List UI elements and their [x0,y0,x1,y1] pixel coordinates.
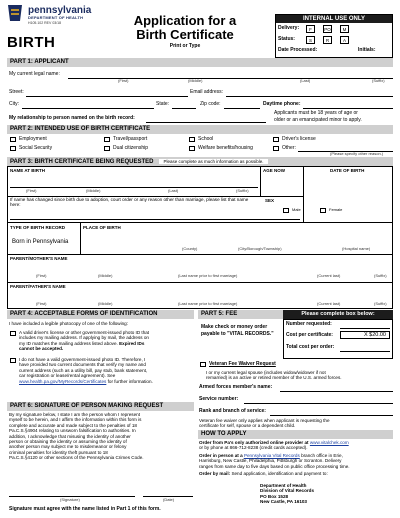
suffix-sub: (Suffix) [236,188,249,193]
grid-divider [260,166,261,196]
grid-divider [7,254,393,255]
middle-sub: (Middle) [86,188,101,193]
online-text: Order from Pa's only authorized online provider at [199,440,309,445]
dual-citizenship-checkbox[interactable] [104,146,110,151]
payable-2: payable to "VITAL RECORDS." [201,331,274,337]
statement-line: person or obtaining the identity or assuming the identity of [9,439,127,445]
waiver-note [199,418,330,429]
photo-id-line: A valid driver's license or other government-issued photo ID that [19,330,150,335]
date-processed-label: Date Processed: [278,47,318,53]
delivery-box-po[interactable]: PO [324,27,331,32]
statement-line: another person may subject me to misdemeanor or felony [9,444,127,450]
part1-heading: PART 1: APPLICANT [7,58,393,67]
female-label: Female [329,207,343,212]
address-line: Division of Vital Records [260,488,315,494]
part3-note: Please complete as much information as possible. [159,159,267,164]
zip-label: Zip code: [200,101,221,107]
armed-name-field[interactable] [280,391,393,392]
zip-field[interactable] [224,108,260,109]
school-checkbox[interactable] [189,137,195,142]
form-title-line1: Application for a [133,13,237,28]
in-person-text: ranges from same day to five days based on public office processing time. [199,463,350,469]
rank-branch-label: Rank and branch of service: [199,408,266,414]
dob-label: DATE OF BIRTH [330,168,365,173]
part3-heading [7,157,393,166]
rank-branch-field[interactable] [270,415,393,416]
father-name-label: PARENT/FATHER'S NAME [10,284,66,289]
county-sub: (County) [182,246,198,251]
brand-department: DEPARTMENT OF HEALTH [28,15,84,20]
city-label: City: [9,101,19,107]
veteran-waiver-title: Veteran Fee Waiver Request [209,361,276,367]
school-label: School [198,136,214,142]
name-change-field[interactable] [10,219,300,220]
first-sub: (First) [26,188,37,193]
status-label: Status: [278,36,295,42]
photo-id-line: my ID matches the mailing address listed above. [19,340,118,346]
internal-use-box [275,14,393,58]
travel-checkbox[interactable] [104,137,110,142]
email-label: Email address: [190,89,224,95]
statement-line: myself to be herein, and I affirm the information within this form is [9,417,142,423]
social-security-checkbox[interactable] [10,146,16,151]
mother-suffix-sub: (Suffix) [374,273,387,278]
state-field[interactable] [172,108,196,109]
email-field[interactable] [226,96,393,97]
father-first-sub: (First) [36,301,47,306]
female-checkbox[interactable] [320,208,326,213]
two-documents-text [19,357,193,384]
grid-divider [80,222,81,254]
address-line: New Castle, PA 16103 [260,499,307,505]
photo-id-text [19,330,193,352]
veteran-line: I or my current legal spouse (includes widow/widower if not [206,370,326,375]
cannot-accept-text: cannot be accepted. [19,346,64,352]
statement-line: complete and accurate and made subject to the penalties of 18 [9,422,137,428]
in-person-text: Order in person at a [199,452,243,458]
how-to-apply-text [199,440,393,476]
middle-sub: (Middle) [188,78,203,83]
vital-records-link[interactable]: Pennsylvania Vital Records [243,452,300,458]
part5-heading: PART 5: FEE [198,310,283,319]
type-record-label: TYPE OF BIRTH RECORD [10,225,66,230]
form-title [100,14,270,42]
cost-per-value: X $20.00 [340,331,390,339]
part4-heading: PART 4: ACCEPTABLE FORMS OF IDENTIFICATION [7,310,194,319]
mail-text: Order by mail: [199,471,231,477]
statement-line: Pa.C.S.§4120 or other sections of the Pennsylvania Crimes Code. [9,455,144,461]
mother-first-sub: (First) [36,273,47,278]
waiver-note-line: Veteran fee waiver only applies when applicant is requesting the [199,418,330,423]
grid-divider [7,222,393,223]
age-note-1: Applicants must be 18 years of age or [274,110,358,116]
veteran-line: remarried) is an active or retired member of the U.S. armed forces. [206,375,342,381]
number-requested-label: Number requested: [286,321,332,327]
waiver-note-line: certificate for self, spouse or a dependent child. [199,423,296,429]
delivery-box-f[interactable]: F [306,25,315,33]
dual-citizenship-label: Dual citizenship [113,145,149,151]
service-number-label: Service number: [199,396,239,402]
mailing-address [260,483,314,505]
other-checkbox[interactable] [273,146,279,151]
signature-sub: (Signature) [60,497,80,502]
veteran-waiver-checkbox[interactable] [200,362,206,367]
other-label: Other: [282,145,296,151]
status-box-a[interactable]: A [340,36,349,44]
signature-note: Signature must agree with the name listed in Part 1 of this form. [9,506,161,512]
brand-name: pennsylvania [28,5,92,16]
sex-label: SEX [265,198,275,203]
veteran-text [206,370,342,381]
delivery-box-m[interactable]: M [340,25,349,33]
male-checkbox[interactable] [283,208,289,213]
drivers-license-checkbox[interactable] [273,137,279,142]
grid-divider [7,282,393,283]
date-sub: (Date) [163,497,175,502]
father-current-sub: (Current last) [317,301,341,306]
street-label: Street: [9,89,24,95]
two-docs-line: current address (such as a utility bill, pay stub, bank statement, [19,367,148,373]
drivers-license-label: Driver's license [282,136,316,142]
last-sub: (Last) [300,78,311,83]
father-middle-sub: (Middle) [98,301,113,306]
how-to-apply-heading: HOW TO APPLY [198,430,393,439]
two-docs-line: have provided two current documents that verify my name and [19,362,146,368]
part6-heading: PART 6: SIGNATURE OF PERSON MAKING REQUEST [7,402,194,411]
employment-checkbox[interactable] [10,137,16,142]
payable-1: Make check or money order [201,324,268,330]
other-note: (Please specify other reason.) [330,151,384,156]
total-cost-label: Total cost per order: [286,344,335,350]
complete-box-title: Please complete box below: [283,310,393,319]
certificates-link[interactable]: www.health.pa.gov/MyRecords/Certificates [19,378,107,384]
legal-name-field[interactable] [68,78,393,79]
mother-current-sub: (Current last) [317,273,341,278]
birth-heading: BIRTH [7,34,56,51]
status-box-r[interactable]: R [323,36,332,44]
id-intro: I have included a legible photocopy of one of the following: [9,321,129,326]
form-code: H105.102 REV 03/18 [28,21,62,25]
vitalchek-link[interactable]: www.vitalchek.com [309,440,349,445]
mother-maiden-sub: (Last name prior to first marriage) [178,273,238,278]
two-docs-line: I do not have a valid government-issued photo ID. Therefore, I [19,357,146,362]
place-birth-label: PLACE OF BIRTH [83,225,121,230]
photo-id-line: includes my mailing address. If applying by mail, the address on [19,335,149,341]
in-person-text: branch office in Erie, [301,452,343,458]
in-person-text: Harrisburg, New Castle, Philadelphia, Pittsburgh or Scranton. Delivery [199,458,342,464]
grid-divider [303,166,304,222]
first-sub: (First) [118,78,129,83]
cost-per-label: Cost per certificate: [286,332,333,338]
suffix-sub: (Suffix) [372,78,385,83]
internal-use-title: INTERNAL USE ONLY [276,15,392,23]
phone-field[interactable] [303,108,393,109]
mail-text: Send application, identification and payment to: [231,471,328,477]
city-field[interactable] [22,108,154,109]
print-note: Print or Type [169,43,201,49]
mother-name-label: PARENT/MOTHER'S NAME [10,256,68,261]
type-record-value[interactable]: Born in Pennsylvania [12,239,69,245]
state-label: State: [156,101,170,107]
welfare-checkbox[interactable] [189,146,195,151]
travel-label: Travel/passport [113,136,148,142]
father-suffix-sub: (Suffix) [374,301,387,306]
father-maiden-sub: (Last name prior to first marriage) [178,301,238,306]
age-now-label: AGE NOW [263,168,285,173]
address-line: PO Box 1528 [260,493,289,499]
two-documents-checkbox[interactable] [10,358,16,363]
signature-statement [9,412,194,461]
social-security-label: Social Security [19,145,53,151]
mother-middle-sub: (Middle) [98,273,113,278]
statement-line: Pa.C.S.§4904 relating to unsworn falsification to authorities. In [9,428,136,434]
form-title-line2: Birth Certificate [136,27,234,42]
phone-label: Daytime phone: [263,101,301,107]
part3-heading-text: PART 3: BIRTH CERTIFICATE BEING REQUESTED [10,159,154,165]
delivery-label: Delivery: [278,25,300,31]
keystone-icon [6,4,24,22]
age-note-2: older or an emancipated minor to apply. [274,117,362,123]
street-field[interactable] [26,96,188,97]
expired-ids-text: Expired IDs [119,340,145,346]
total-cost-field[interactable] [340,351,390,352]
photo-id-checkbox[interactable] [10,331,16,336]
status-box-s[interactable]: S [306,36,315,44]
name-at-birth-label: NAME AT BIRTH [10,168,45,173]
statement-line: criminal penalties for identity theft pursuant to 18 [9,449,108,455]
statement-line: By my signature below, I state I am the person whom I represent [9,412,140,417]
two-docs-line: car registration or lease/rental agreement). See [19,373,116,379]
initials-label: Initials: [358,47,376,53]
pa-health-logo [6,4,94,26]
name-change-text: If name has changed since birth due to adoption, court order or any reason other than marriage, please list that name here: [10,197,249,208]
service-number-field[interactable] [244,403,393,404]
number-requested-field[interactable] [340,328,390,329]
statement-line: addition, I acknowledge that misusing the identity of another [9,433,131,439]
last-sub: (Last) [168,188,179,193]
employment-label: Employment [19,136,47,142]
hospital-sub: (Hospital name) [342,246,371,251]
legal-name-label: My current legal name: [9,71,60,77]
relationship-label: My relationship to person named on the birth record: [9,115,135,121]
birth-name-field[interactable] [10,187,258,188]
relationship-field[interactable] [146,122,266,123]
welfare-label: Welfare benefits/housing [198,145,253,151]
part2-heading: PART 2: INTENDED USE OF BIRTH CERTIFICATE [7,125,393,134]
address-line: Department of Health [260,483,307,488]
two-docs-line: for further information. [107,378,153,384]
armed-name-label: Armed forces member's name: [199,384,273,390]
city-sub: (City/Borough/Township) [238,246,282,251]
phone-text: or by phone at 866-712-8238 (credit cards accepted). [199,445,308,451]
male-label: Male [292,207,301,212]
